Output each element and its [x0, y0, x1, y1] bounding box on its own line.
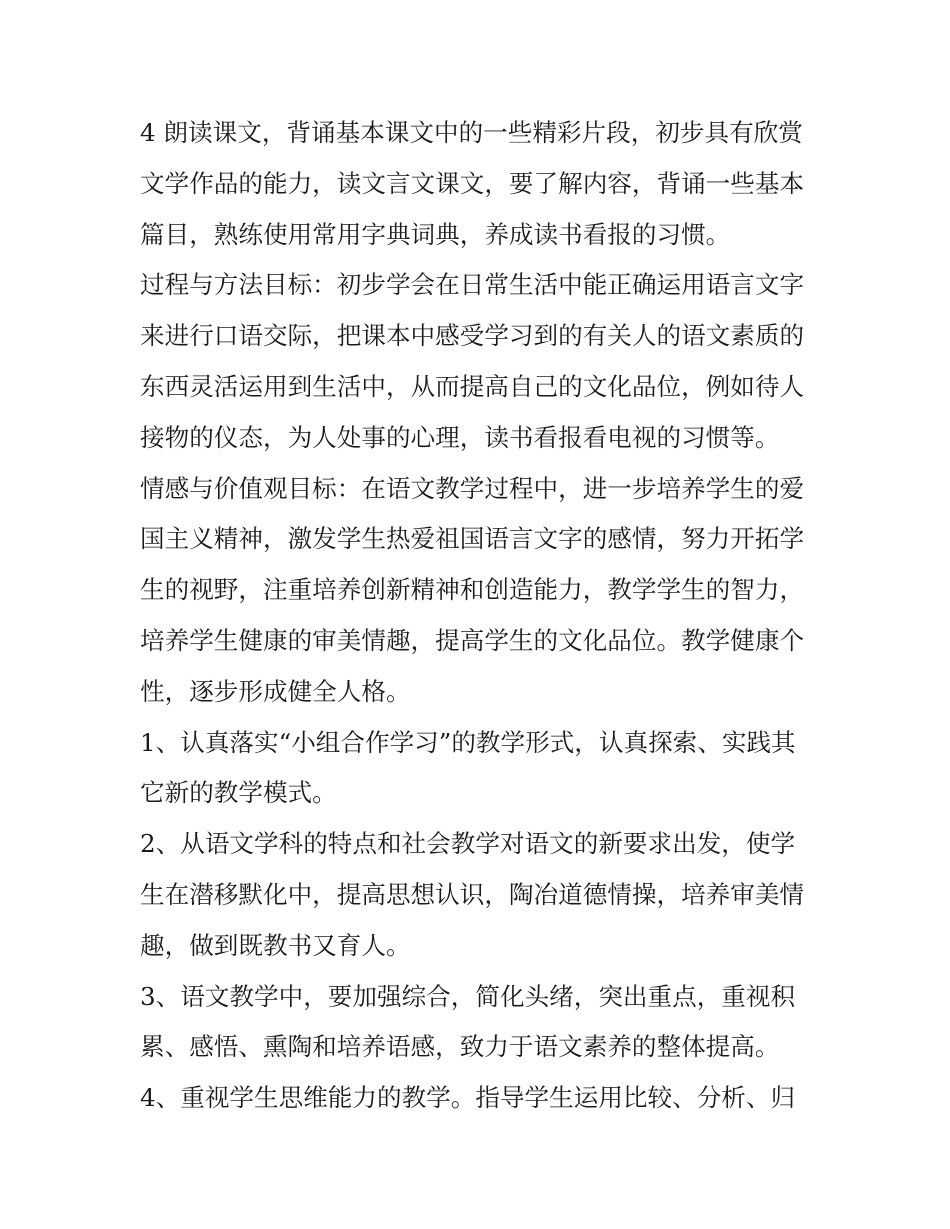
text-line: 1、认真落实“小组合作学习”的教学形式，认真探索、实践其 — [140, 727, 796, 757]
text-line: 接物的仪态，为人处事的心理，读书看报看电视的习惯等。 — [140, 422, 780, 452]
text-line: 文学作品的能力，读文言文课文，要了解内容，背诵一些基本 — [140, 168, 805, 198]
text-line: 它新的教学模式。 — [140, 778, 337, 808]
text-line: 4 朗读课文，背诵基本课文中的一些精彩片段，初步具有欣赏 — [140, 118, 803, 147]
text-line: 性，逐步形成健全人格。 — [140, 676, 411, 706]
document-body — [140, 108, 830, 1124]
text-line: 情感与价值观目标：在语文教学过程中，进一步培养学生的爱 — [140, 473, 805, 503]
paragraph-reading-goal — [140, 108, 830, 260]
text-line: 2、从语文学科的特点和社会教学对语文的新要求出发，使学 — [140, 829, 796, 859]
paragraph-item-4 — [140, 1073, 830, 1124]
text-line: 培养学生健康的审美情趣，提高学生的文化品位。教学健康个 — [140, 625, 805, 655]
text-line: 东西灵活运用到生活中，从而提高自己的文化品位，例如待人 — [140, 371, 805, 401]
text-line: 篇目，熟练使用常用字典词典，养成读书看报的习惯。 — [140, 219, 731, 249]
paragraph-item-1 — [140, 718, 830, 820]
text-line: 生的视野，注重培养创新精神和创造能力，教学学生的智力， — [140, 575, 805, 605]
text-line: 累、感悟、熏陶和培养语感，致力于语文素养的整体提高。 — [140, 1032, 780, 1062]
text-line: 过程与方法目标：初步学会在日常生活中能正确运用语言文字 — [140, 270, 805, 300]
paragraph-emotion-value-goal — [140, 464, 830, 718]
text-line: 来进行口语交际，把课本中感受学习到的有关人的语文素质的 — [140, 321, 805, 351]
text-line: 国主义精神，激发学生热爱祖国语言文字的感情，努力开拓学 — [140, 524, 805, 554]
paragraph-item-3 — [140, 972, 830, 1074]
text-line: 3、语文教学中，要加强综合，简化头绪，突出重点，重视积 — [140, 981, 796, 1011]
text-line: 生在潜移默化中，提高思想认识，陶冶道德情操，培养审美情 — [140, 879, 805, 909]
paragraph-process-method-goal — [140, 260, 830, 463]
text-line: 趣，做到既教书又育人。 — [140, 930, 411, 960]
text-line: 4、重视学生思维能力的教学。指导学生运用比较、分析、归 — [140, 1083, 796, 1113]
paragraph-item-2 — [140, 819, 830, 971]
